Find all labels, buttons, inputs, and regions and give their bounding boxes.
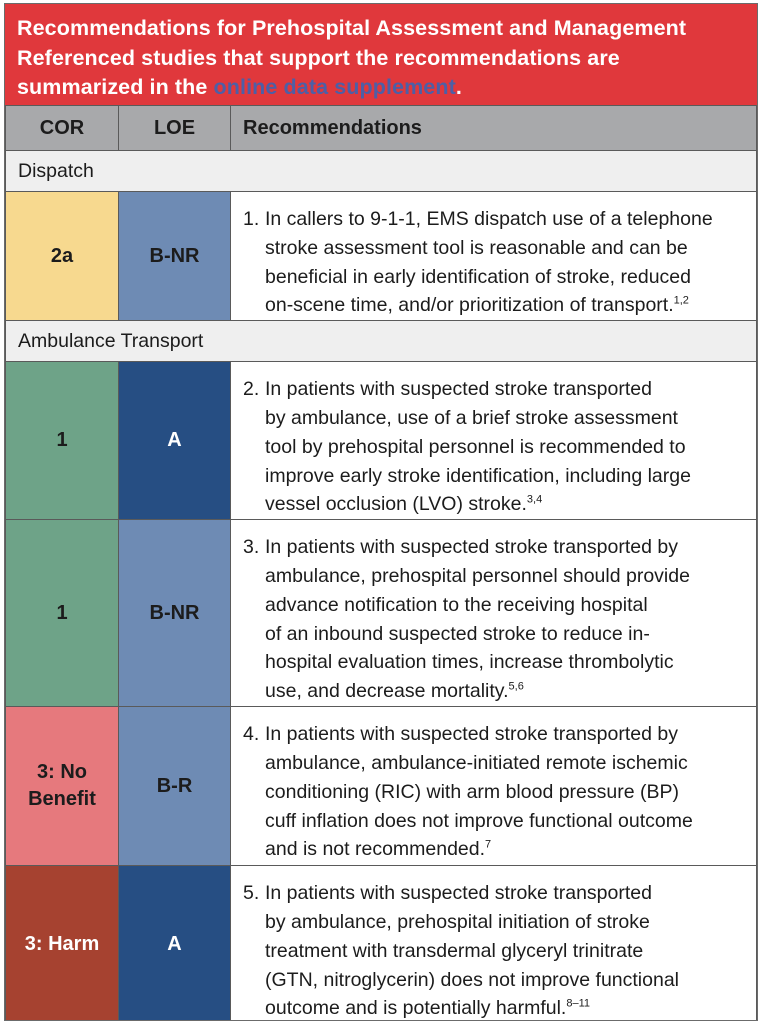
recommendations-table-figure: [4, 3, 758, 1021]
recommendation-line: hospital evaluation times, increase thrombolytic: [265, 651, 674, 674]
recommendation-line: stroke assessment tool is reasonable and can be: [265, 236, 688, 259]
recommendation-line: ambulance, ambulance-initiated remote ischemic: [265, 751, 688, 774]
cor-cell: 2a: [6, 192, 119, 321]
cor-header: COR: [6, 106, 119, 151]
loe-cell: B-NR: [119, 192, 231, 321]
table-row: [6, 192, 757, 321]
recommendation-line: In callers to 9-1-1, EMS dispatch use of a telephone: [265, 208, 713, 230]
recommendation-cell: [231, 362, 757, 520]
recommendation-line: In patients with suspected stroke transported: [265, 882, 652, 905]
recommendation-line: advance notification to the receiving hospital: [265, 593, 648, 616]
section-label: Dispatch: [6, 151, 757, 192]
section-row-ambulance-transport: [6, 321, 757, 362]
recommendation-line: by ambulance, prehospital initiation of stroke: [265, 910, 650, 933]
recommendation-line: vessel occlusion (LVO) stroke.$^{3,4}$: [265, 493, 543, 516]
reference-superscript: 5,6: [508, 680, 524, 693]
reference-superscript: 7: [485, 838, 492, 851]
table-row: [6, 866, 757, 1021]
recommendation-line: In patients with suspected stroke transported by: [265, 723, 678, 746]
table-row: [6, 707, 757, 866]
reference-superscript: 1,2: [673, 294, 689, 307]
recommendation-line: of an inbound suspected stroke to reduce in-: [265, 622, 650, 645]
recommendation-number: 4.: [243, 723, 260, 746]
cor-cell: 3: Harm: [6, 866, 119, 1021]
recommendation-line: In patients with suspected stroke transported: [265, 378, 652, 401]
banner-text: summarized in the: [17, 75, 214, 99]
title-banner: [5, 4, 757, 105]
recommendation-cell: [231, 192, 757, 321]
recommendation-number: 5.: [243, 882, 260, 905]
recommendation-number: 3.: [243, 536, 260, 559]
table-row: [6, 520, 757, 707]
recommendation-line: use, and decrease mortality.$^{5,6}$: [265, 680, 524, 703]
banner-subtitle: Referenced studies that support the recommendations are: [17, 45, 620, 70]
section-label: Ambulance Transport: [6, 321, 757, 362]
recommendations-table: [5, 105, 757, 1021]
loe-cell: A: [119, 866, 231, 1021]
loe-cell: A: [119, 362, 231, 520]
recommendation-line: (GTN, nitroglycerin) does not improve functional: [265, 968, 680, 991]
loe-cell: B-NR: [119, 520, 231, 707]
online-data-supplement-link[interactable]: online data supplement: [213, 75, 456, 99]
recommendation-line: cuff inflation does not improve functional outcome: [265, 809, 693, 832]
recommendation-line: and is not recommended.$^7$: [265, 838, 492, 861]
loe-cell: B-R: [119, 707, 231, 866]
recommendation-line: on-scene time, and/or prioritization of transport.$^{1,2}$: [265, 294, 689, 317]
table-header-row: [6, 106, 757, 151]
recommendation-number: 1.: [243, 208, 260, 230]
reference-superscript: 3,4: [526, 493, 543, 506]
cor-cell: 1: [6, 520, 119, 707]
banner-period: .: [455, 75, 462, 99]
recommendation-cell: [231, 520, 757, 707]
recommendations-header: Recommendations: [231, 106, 757, 151]
recommendation-line: outcome and is potentially harmful.$^{8-11}$: [265, 997, 590, 1020]
banner-title: Recommendations for Prehospital Assessment and Management: [17, 16, 687, 40]
recommendation-line: improve early stroke identification, including large: [265, 464, 691, 487]
table-row: [6, 362, 757, 520]
recommendation-number: 2.: [243, 378, 260, 401]
recommendation-line: treatment with transdermal glyceryl trinitrate: [265, 939, 644, 962]
loe-header: LOE: [119, 106, 231, 151]
cor-cell: 3: No Benefit: [6, 707, 119, 866]
reference-superscript: 8–11: [566, 997, 590, 1010]
recommendation-cell: [231, 866, 757, 1021]
recommendation-line: In patients with suspected stroke transported by: [265, 536, 678, 559]
recommendation-line: tool by prehospital personnel is recommended to: [265, 435, 686, 458]
recommendation-line: conditioning (RIC) with arm blood pressure (BP): [265, 780, 679, 803]
recommendation-line: beneficial in early identification of stroke, reduced: [265, 265, 691, 288]
banner-subtitle-line3: [17, 73, 749, 103]
cor-cell: 1: [6, 362, 119, 520]
section-row-dispatch: [6, 151, 757, 192]
recommendation-line: by ambulance, use of a brief stroke assessment: [265, 406, 678, 429]
recommendation-line: ambulance, prehospital personnel should provide: [265, 564, 690, 587]
recommendation-cell: [231, 707, 757, 866]
